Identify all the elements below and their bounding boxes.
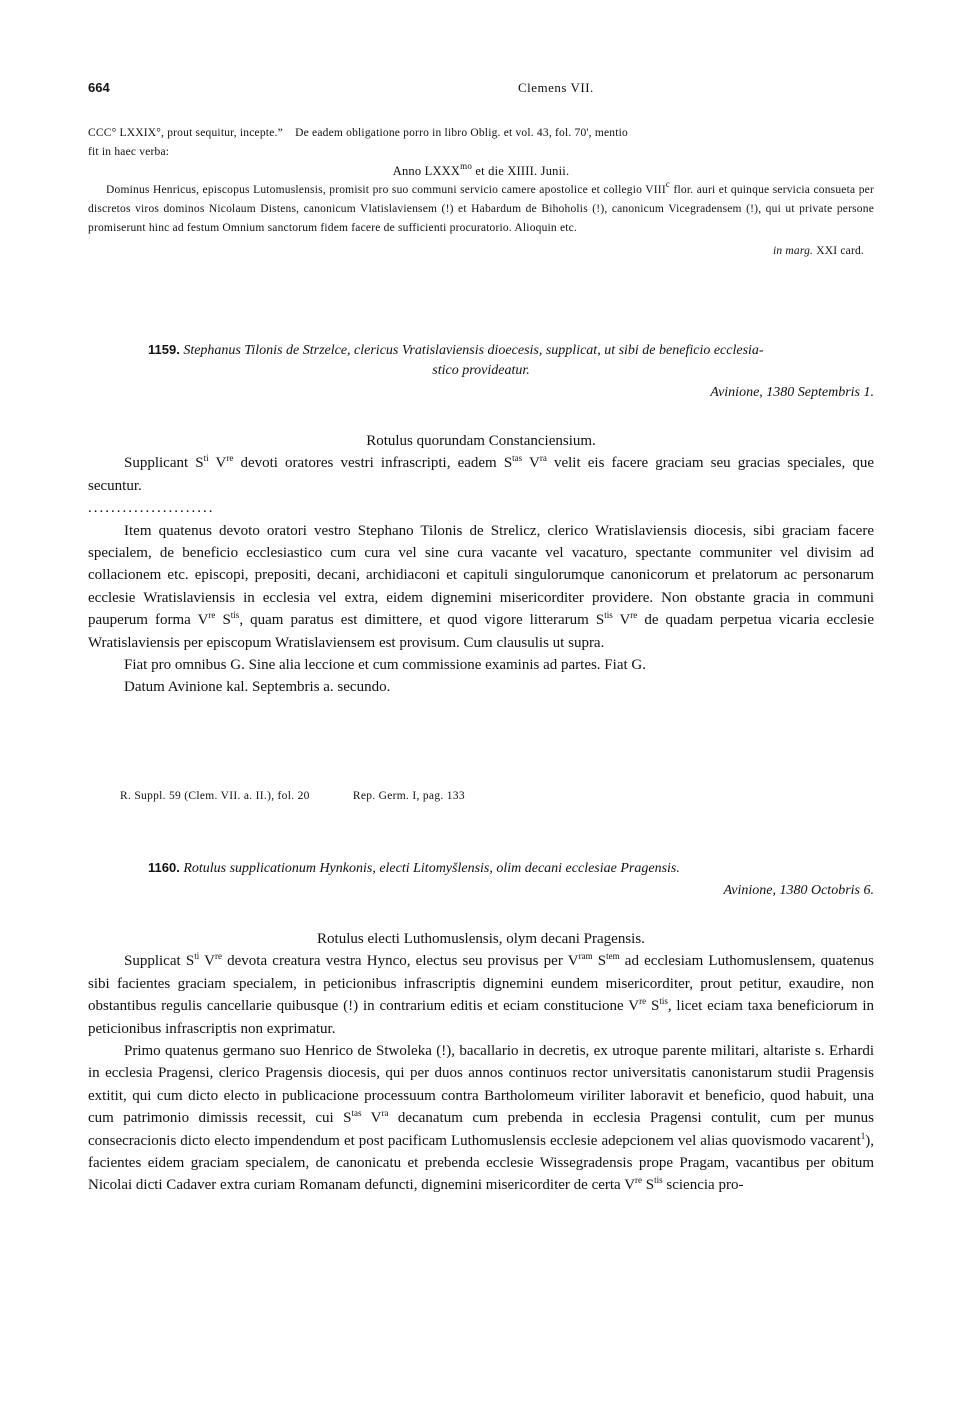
note-date-head: Anno $LXXX^{mo}$ et die XIIII. Junii. bbox=[392, 161, 570, 178]
page-header bbox=[88, 80, 878, 100]
entry-number: 1160. bbox=[148, 860, 180, 875]
body-paragraph: Primo quatenus germano suo Henrico de Stwoleka (!), bacallario in decretis, ex utroque parente militari, altariste s. Erhardi in ecclesia Pragensi, clerico Pragensis diocesis, qui per duos annos continuos rector universitatis canonistarum studii Pragensis extitit, qui cum dicto electo in publicacione processuum contra Bartholomeum viriliter laboravit et beneficio, quod habuit, una cum patrimonio dimissis recessit, cui $S^{tas}$ $V^{ra}$ decanatum cum prebenda in ecclesia Pragensi contulit, cum per munus consecracionis dicto electo impendendum et post pacificam Luthomuslensis ecclesie adepcionem vel alias quovismodo vacarent$^1$), facientes eidem graciam specialem, de canonicatu et prebenda ecclesie Wissegradensis prope Pragam, vacantibus per obitum Nicolai dicti Cadaver extra curiam Romanam defuncti, dignemini misericorditer de certa Vre $S^{tis}$ sciencia pro- bbox=[88, 1043, 875, 1194]
entry-1159-heading bbox=[88, 340, 874, 403]
note-paragraph: Dominus Henricus, episcopus Lutomuslensis, promisit pro suo communi servicio camere apostolice et collegio VIII$^c$ flor. auri et quinque servicia consueta per discretos viros dominos Nicolaum Distens, canonicum Vlatislaviensem (!) et Habardum de Bihoholis (!), canonicum Vicegradensem (!), qui ut private persone promiserunt hinc ad festum Omnium sanctorum fidem facere de sufficienti procuratorio. Alioquin etc. bbox=[88, 179, 874, 234]
entry-number: 1159. bbox=[148, 342, 180, 357]
ellipsis-line: ...................... bbox=[88, 500, 215, 517]
entry-title: Stephanus Tilonis de Strzelce, clericus Vratislaviensis dioecesis, supplicat, ut sibi de beneficio ecclesia- bbox=[183, 343, 764, 358]
body-paragraph: Supplicat $S^{ti}$ Vre devota creatura vestra Hynco, electus seu provisus per $V^{ram}$ $S^{tem}$ ad ecclesiam Luthomuslensem, quatenus sibi facientes graciam specialem, in peticionibus infrascriptis dignemini eundem misericorditer, prout petitur, exaudire, non obstantibus regulis cancellarie quibusque (!) in contrarium editis et eciam constitucione Vre $S^{tis}$, licet eciam taxa beneficiorum in peticionibus infrascriptis non exprimatur. bbox=[88, 951, 875, 1037]
entry-title: Rotulus supplicationum Hynkonis, electi Litomyšlensis, olim decani ecclesiae Pragensis. bbox=[183, 861, 680, 876]
reference-suppl: R. Suppl. 59 (Clem. VII. a. II.), fol. 20 bbox=[120, 790, 310, 802]
running-title: Clemens VII. bbox=[518, 80, 594, 95]
body-paragraph: Supplicant $S^{ti}$ Vre devoti oratores vestri infrascripti, eadem $S^{tas}$ $V^{ra}$ velit eis facere graciam seu gracias speciales, que secuntur. bbox=[88, 453, 875, 494]
preceding-note bbox=[88, 124, 874, 261]
entry-place-date: Avinione, 1380 Septembris 1. bbox=[710, 385, 874, 400]
entry-title-cont: stico provideatur. bbox=[432, 363, 530, 378]
entry-1159-references bbox=[120, 790, 820, 802]
entry-1160-heading bbox=[88, 858, 874, 901]
rotulus-heading: Rotulus quorundam Constanciensium. bbox=[366, 433, 596, 449]
note-margin: in marg. XXI card. bbox=[772, 245, 864, 257]
note-intro-line1: CCC° LXXIX°, prout sequitur, incepte.” De eadem obligatione porro in libro Oblig. et vol. 43, fol. 70', mentio bbox=[88, 127, 628, 139]
note-intro-line2: fit in haec verba: bbox=[88, 146, 170, 158]
body-paragraph: Datum Avinione kal. Septembris a. secundo. bbox=[124, 679, 391, 696]
rotulus-heading: Rotulus electi Luthomuslensis, olym decani Pragensis. bbox=[317, 931, 645, 947]
body-paragraph: Item quatenus devoto oratori vestro Stephano Tilonis de Strelicz, clerico Wratislaviensis diocesis, sibi graciam facere specialem, de beneficio ecclesiastico cum cura vel sine cura vacante vel vacaturo, spectante communiter vel divisim ad collacionem etc. episcopi, prepositi, decani, archidiaconi et capituli singulorumque canonicorum et prelatorum ac personarum ecclesie Wratislaviensis in ecclesia vel extra, eidem dignemini misericorditer providere. Non obstante gracia in communi pauperum forma Vre $S^{tis}$, quam paratus est dimittere, et quod vigore litterarum $S^{tis}$ Vre de quadam perpetua vicaria ecclesie Wratislaviensis per episcopum Wratislaviensem est provisum. Cum clausulis ut supra. bbox=[88, 522, 874, 651]
reference-rep-germ: Rep. Germ. I, pag. 133 bbox=[352, 790, 465, 802]
body-paragraph: Fiat pro omnibus G. Sine alia leccione et cum commissione examinis ad partes. Fiat G. bbox=[124, 657, 646, 674]
entry-place-date: Avinione, 1380 Octobris 6. bbox=[723, 883, 874, 898]
entry-1159-body bbox=[88, 430, 874, 699]
entry-1160-body bbox=[88, 928, 874, 1197]
page-number: 664 bbox=[88, 80, 110, 95]
